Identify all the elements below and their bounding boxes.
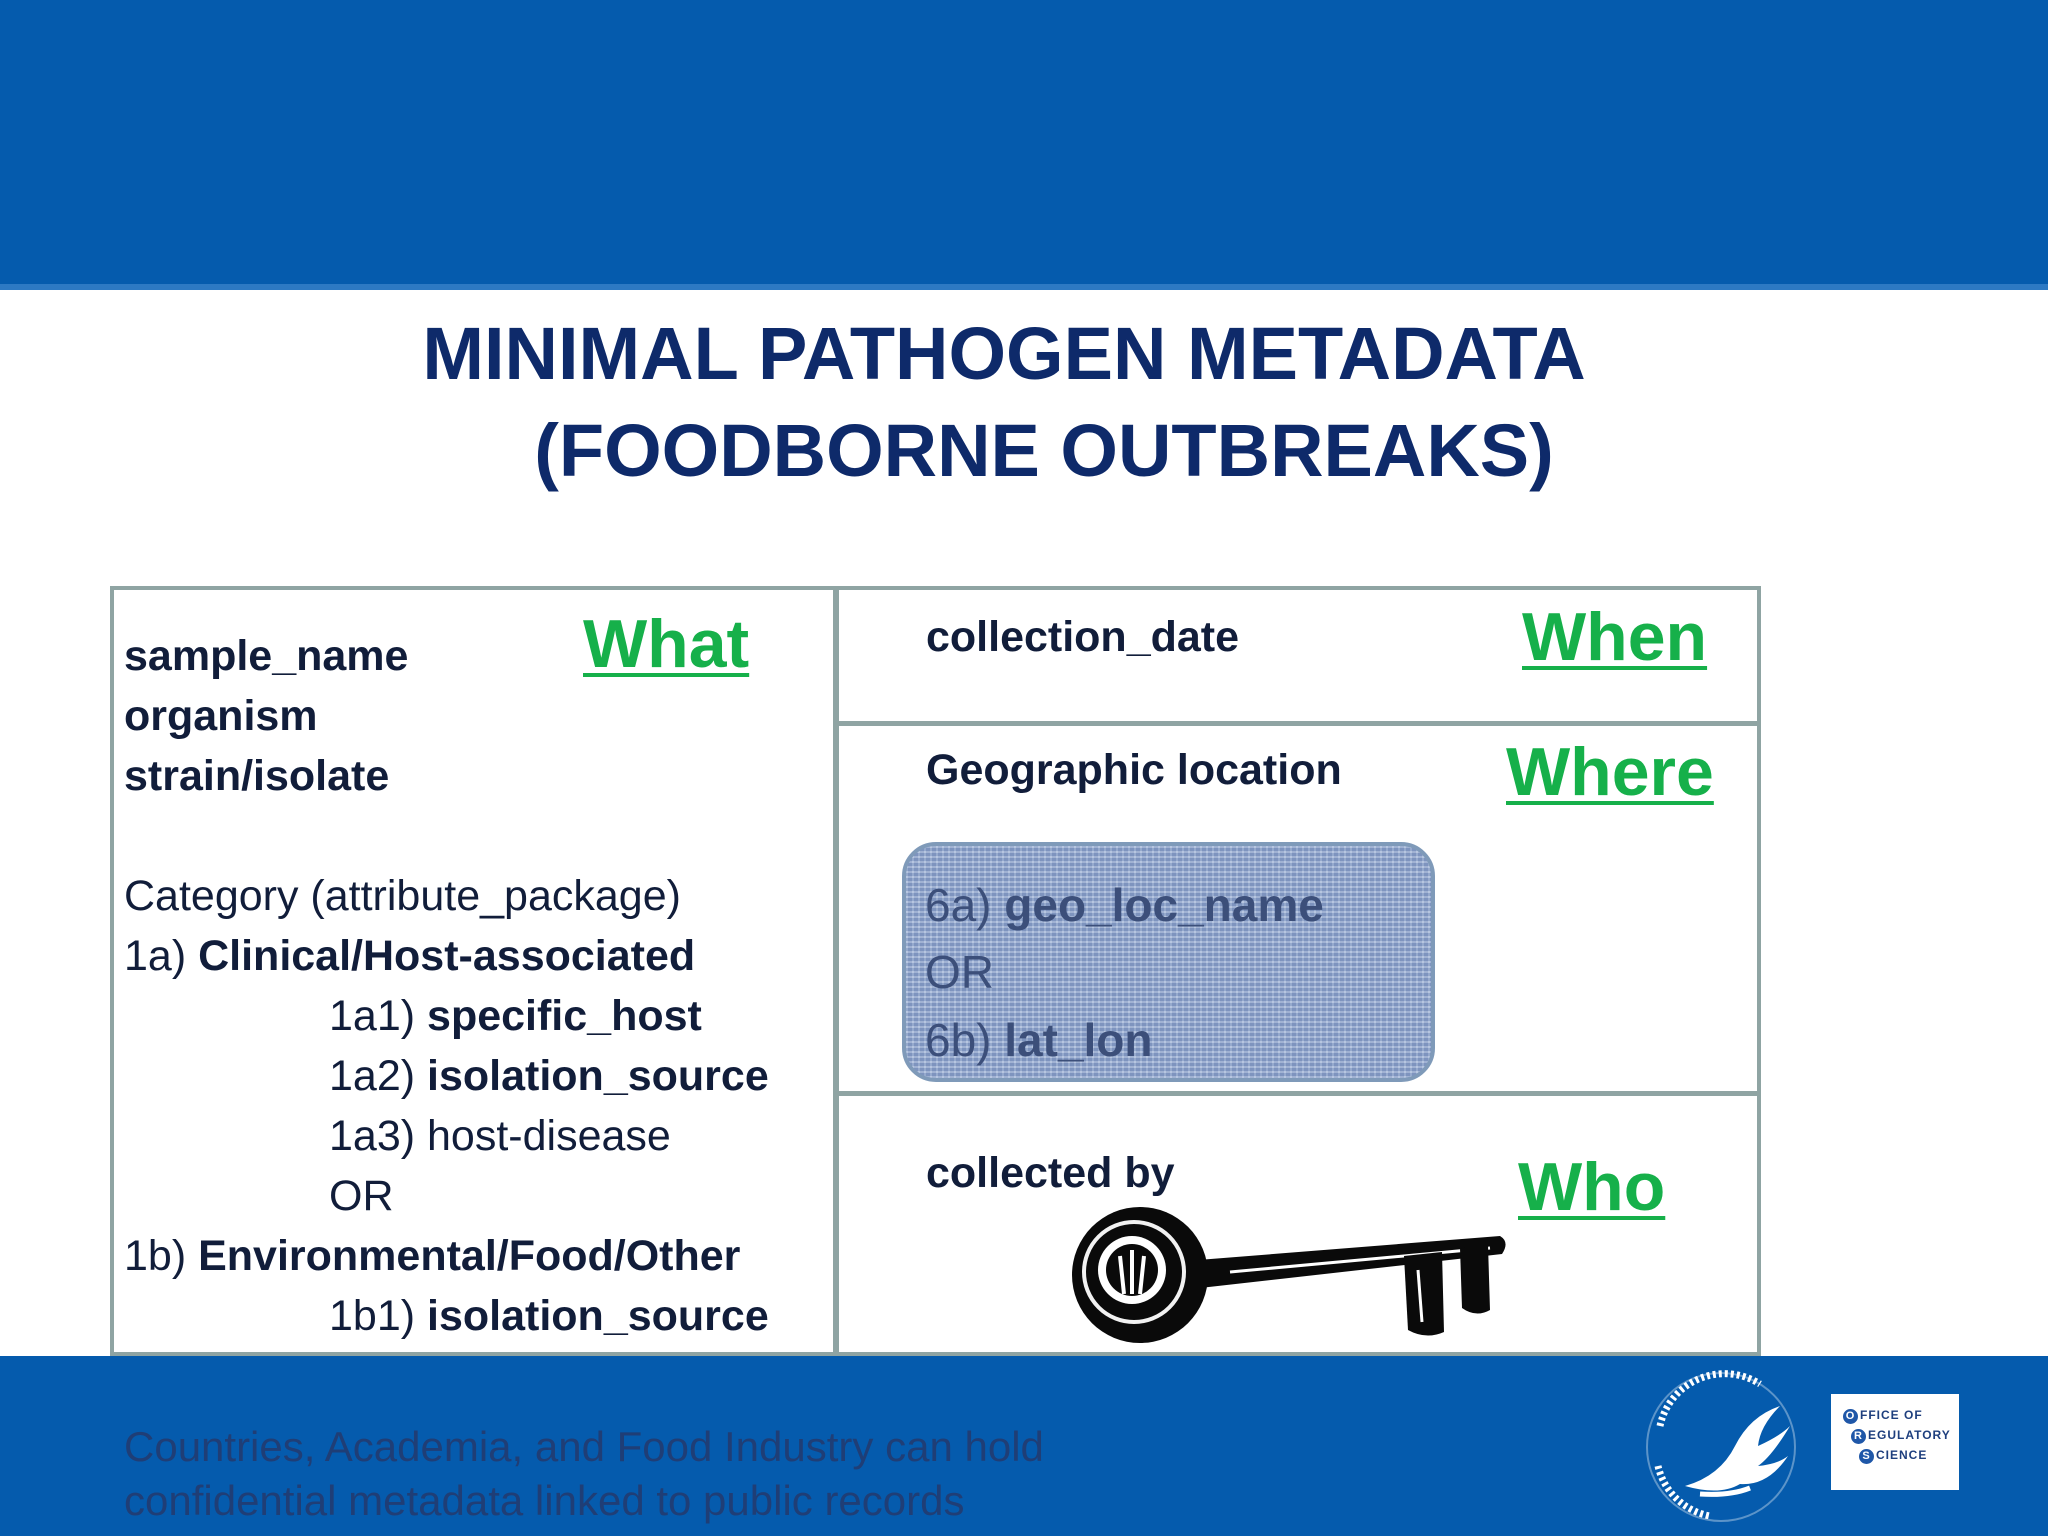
who-header: Who	[1518, 1149, 1666, 1225]
what-or: OR	[329, 1172, 394, 1220]
geo-opt1-label: geo_loc_name	[1004, 879, 1324, 931]
env-label: Environmental/Food/Other	[198, 1232, 741, 1280]
field-collected-by: collected by	[926, 1149, 1175, 1197]
slide-title	[0, 305, 2048, 499]
field-organism: organism	[124, 692, 318, 740]
top-banner-edge	[0, 284, 2048, 290]
sub2-label: isolation_source	[427, 1052, 769, 1100]
env-prefix: 1b)	[124, 1232, 187, 1280]
title-line-2: (FOODBORNE OUTBREAKS)	[534, 409, 1554, 492]
env-sub-1	[329, 1291, 769, 1341]
field-strain-isolate: strain/isolate	[124, 752, 390, 800]
clinical-sub-3: 1a3) host-disease	[329, 1112, 671, 1160]
ors-line-1: O FFICE OF	[1843, 1408, 1923, 1424]
where-header: Where	[1506, 734, 1714, 810]
sub4-prefix: 1b1)	[329, 1292, 416, 1340]
geo-opt2-prefix: 6b)	[925, 1014, 992, 1066]
clinical-sub-2	[329, 1051, 769, 1101]
category-environmental	[124, 1231, 740, 1281]
category-label: Category (attribute_package)	[124, 872, 681, 920]
geo-opt1-prefix: 6a)	[925, 879, 992, 931]
ors-line-2: R EGULATORY	[1851, 1428, 1951, 1444]
sub1-label: specific_host	[427, 992, 702, 1040]
clinical-prefix: 1a)	[124, 932, 187, 980]
sub1-prefix: 1a1)	[329, 992, 416, 1040]
what-header: What	[583, 606, 750, 682]
field-sample-name: sample_name	[124, 632, 409, 680]
geo-option-1	[925, 880, 1324, 930]
sub4-label: isolation_source	[427, 1292, 769, 1340]
ors-logo	[1831, 1394, 1959, 1490]
top-banner	[0, 0, 2048, 286]
sub2-prefix: 1a2)	[329, 1052, 416, 1100]
key-icon	[1070, 1190, 1510, 1360]
when-header: When	[1522, 599, 1708, 675]
geo-opt2-label: lat_lon	[1004, 1014, 1153, 1066]
category-clinical	[124, 931, 695, 981]
field-collection-date: collection_date	[926, 613, 1240, 661]
geo-or: OR	[925, 946, 994, 998]
geo-option-2	[925, 1015, 1153, 1065]
clinical-label: Clinical/Host-associated	[198, 932, 696, 980]
footer-note	[124, 1420, 1044, 1528]
ors-line-3: S CIENCE	[1859, 1448, 1927, 1464]
footer-line-2: confidential metadata linked to public records	[124, 1477, 965, 1524]
clinical-sub-1	[329, 991, 702, 1041]
hhs-seal-logo	[1640, 1366, 1802, 1528]
footer-line-1: Countries, Academia, and Food Industry can hold	[124, 1423, 1044, 1470]
title-line-1: MINIMAL PATHOGEN METADATA	[422, 312, 1586, 395]
field-geographic-location: Geographic location	[926, 746, 1342, 794]
